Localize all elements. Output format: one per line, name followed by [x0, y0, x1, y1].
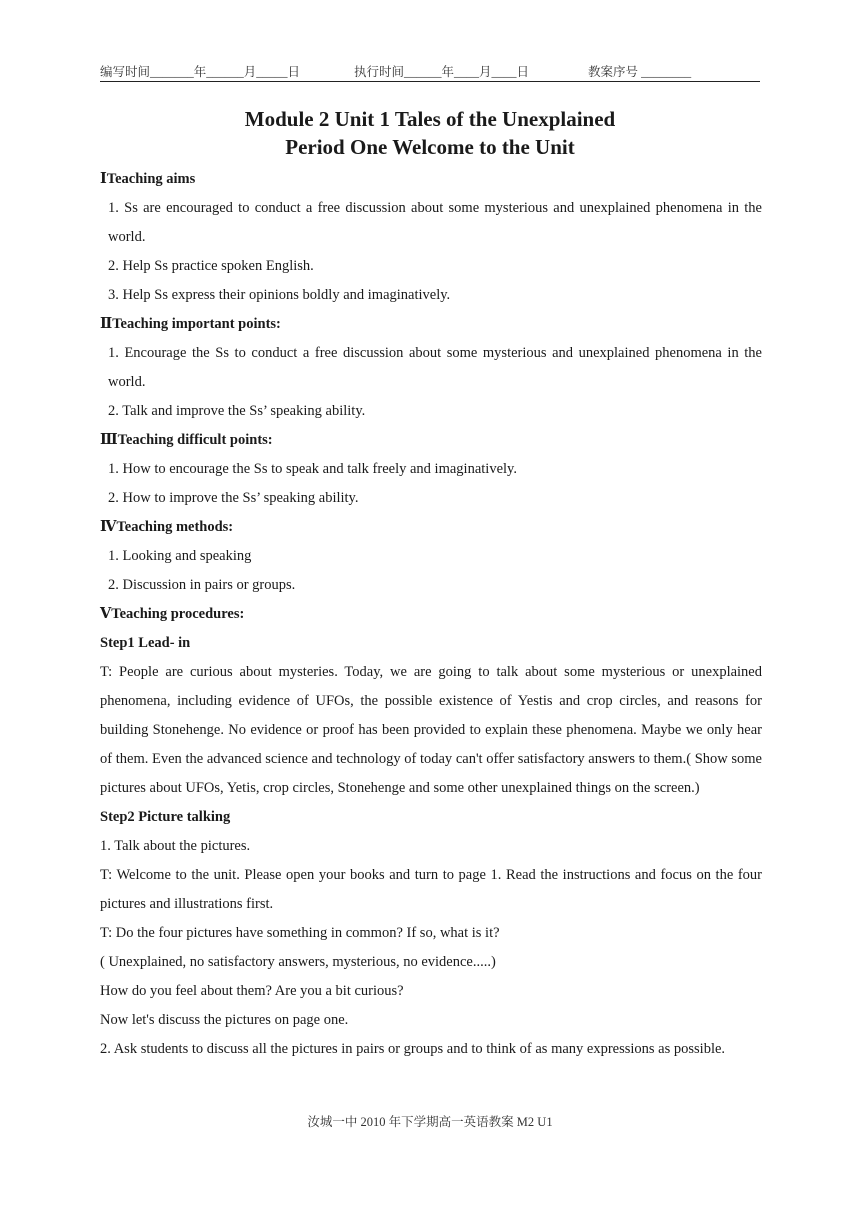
important-point-item: 1. Encourage the Ss to conduct a free discussion about some mysterious and unexplained phenomena in the world.	[108, 345, 762, 390]
step2-line: T: Welcome to the unit. Please open your books and turn to page 1. Read the instructions and focus on the four pictures and illustrations first.	[100, 867, 762, 912]
step2-line: 1. Talk about the pictures.	[100, 838, 251, 854]
document-title	[0, 105, 860, 162]
title-line-1: Module 2 Unit 1 Tales of the Unexplained	[244, 107, 616, 131]
difficult-point-item: 1. How to encourage the Ss to speak and talk freely and imaginatively.	[108, 461, 517, 477]
plan-number-field: 教案序号 ________	[588, 65, 692, 79]
exec-time-field: 执行时间______年____月____日	[354, 65, 530, 79]
step2-line: Now let's discuss the pictures on page one.	[100, 1012, 349, 1028]
method-item: 2. Discussion in pairs or groups.	[108, 577, 296, 593]
aims-item: 3. Help Ss express their opinions boldly and imaginatively.	[108, 287, 451, 303]
difficult-point-item: 2. How to improve the Ss’ speaking ability.	[108, 490, 359, 506]
important-point-item: 2. Talk and improve the Ss’ speaking ability.	[108, 403, 366, 419]
page-header	[100, 60, 760, 82]
aims-item: 1. Ss are encouraged to conduct a free discussion about some mysterious and unexplained phenomena in the world.	[108, 200, 762, 245]
step2-line: How do you feel about them? Are you a bit curious?	[100, 983, 404, 999]
step2-line: 2. Ask students to discuss all the pictures in pairs or groups and to think of as many expressions as possible.	[100, 1041, 726, 1057]
step2-line: T: Do the four pictures have something in common? If so, what is it?	[100, 925, 500, 941]
section-heading-methods: ⅣTeaching methods:	[100, 519, 234, 535]
aims-item: 2. Help Ss practice spoken English.	[108, 258, 314, 274]
document-body	[100, 165, 762, 1064]
step1-text: T: People are curious about mysteries. Today, we are going to talk about some mysterious or unexplained phenomena, including evidence of UFOs, the possible existence of Yestis and crop circles, and reasons for building Stonehenge. No evidence or proof has been provided to explain these phenomena. Maybe we only hear of them. Even the advanced science and technology of today can't offer satisfactory answers to them.( Show some pictures about UFOs, Yetis, crop circles, Stonehenge and some other unexplained things on the screen.)	[100, 664, 762, 796]
write-time-field: 编写时间_______年______月_____日	[100, 65, 301, 79]
page-footer: 汝城一中 2010 年下学期高一英语教案 M2 U1	[307, 1115, 553, 1129]
section-heading-important-points: ⅡTeaching important points:	[100, 316, 281, 332]
section-heading-difficult-points: ⅢTeaching difficult points:	[100, 432, 273, 448]
step2-heading: Step2 Picture talking	[100, 809, 231, 825]
section-heading-aims: ⅠTeaching aims	[100, 171, 196, 187]
method-item: 1. Looking and speaking	[108, 548, 252, 564]
title-line-2: Period One Welcome to the Unit	[285, 135, 575, 159]
step1-heading: Step1 Lead- in	[100, 635, 191, 651]
section-heading-procedures: ⅤTeaching procedures:	[100, 606, 245, 622]
step2-line: ( Unexplained, no satisfactory answers, mysterious, no evidence.....)	[100, 954, 496, 970]
